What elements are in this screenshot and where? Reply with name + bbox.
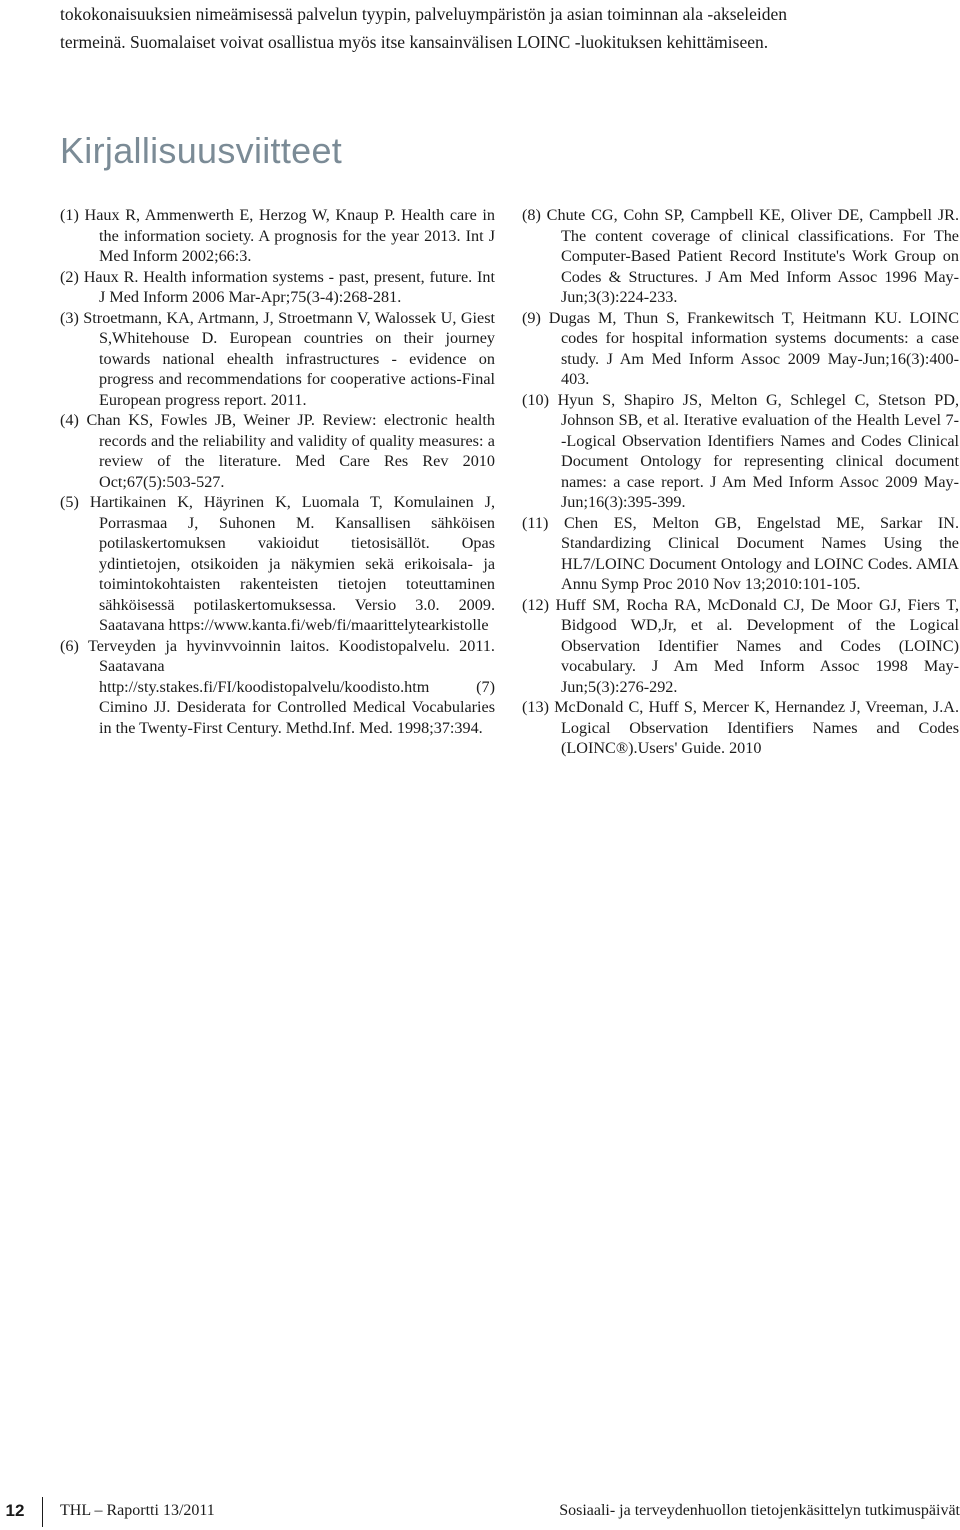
reference-text: Terveyden ja hyvinvvoinnin laitos. Koodistopalvelu. 2011. Saatavana http://sty.stakes.fi/FI/koodistopalvelu/koodisto.htm (7) Cimino JJ. Desiderata for Controlled Medical Vocabularies in the Twenty-First Century. Methd.Inf. Med. 1998;37:394.: [87, 636, 495, 737]
references-right-column: [522, 205, 959, 759]
reference-item: [60, 636, 495, 739]
reference-text: Chute CG, Cohn SP, Campbell KE, Oliver DE, Campbell JR. The content coverage of clinical classifications. For The Computer-Based Patient Record Institute's Work Group on Codes & Structures. J Am Med Inform Assoc 1996 May-Jun;3(3):224-233.: [546, 206, 959, 306]
reference-item: [522, 595, 959, 698]
references-left-column: [60, 205, 495, 738]
reference-text: Hartikainen K, Häyrinen K, Luomala T, Komulainen J, Porrasmaa J, Suhonen M. Kansallisen sähköisen potilaskertomuksen vakioidut tietosisällöt. Opas ydintietojen, otsikoiden ja näkymien sekä erikoisala- ja toimintokohtaisten rakenteisten tietojen toteuttaminen sähköisessä potilaskertomuksessa. Versio 3.0. 2009. Saatavana https://www.kanta.fi/web/fi/maarittelytearkistolle: [89, 493, 496, 634]
reference-item: [522, 513, 959, 595]
reference-text: Haux R, Ammenwerth E, Herzog W, Knaup P. Health care in the information society. A prognosis for the year 2013. Int J Med Inform 2002;66:3.: [84, 206, 496, 265]
reference-item: [522, 205, 959, 308]
footer-publication-title: Sosiaali- ja terveydenhuollon tietojenkäsittelyn tutkimuspäivät: [559, 1502, 960, 1519]
section-heading: Kirjallisuusviitteet: [60, 130, 343, 171]
reference-text: Haux R. Health information systems - past, present, future. Int J Med Inform 2006 Mar-Apr;75(3-4):268-281.: [83, 267, 495, 306]
footer-report-label: THL – Raportti 13/2011: [60, 1502, 215, 1519]
reference-number: (2): [60, 267, 79, 286]
reference-text: Huff SM, Rocha RA, McDonald CJ, De Moor GJ, Fiers T, Bidgood WD,Jr, et al. Development of the Logical Observation Identifier Names and Codes (LOINC) vocabulary. J Am Med Inform Assoc 1998 May-Jun;5(3):276-292.: [555, 595, 959, 696]
reference-item: [60, 308, 495, 411]
reference-item: [522, 390, 959, 513]
reference-number: (10): [522, 390, 549, 409]
reference-item: [60, 492, 495, 636]
reference-item: [60, 205, 495, 267]
reference-number: (13): [522, 698, 549, 716]
reference-number: (12): [522, 595, 549, 614]
intro-line-1: tokokonaisuuksien nimeämisessä palvelun tyypin, palveluympäristön ja asian toiminnan ala -akseleiden: [60, 4, 788, 24]
reference-text: McDonald C, Huff S, Mercer K, Hernandez J, Vreeman, J.A. Logical Observation Identifiers Names and Codes (LOINC®).Users' Guide. 2010: [554, 698, 959, 757]
reference-item: [522, 308, 959, 390]
reference-number: (3): [60, 308, 79, 327]
reference-number: (4): [60, 411, 79, 429]
reference-number: (6): [60, 636, 79, 655]
reference-number: (5): [60, 493, 79, 511]
intro-line-2: termeinä. Suomalaiset voivat osallistua myös itse kansainvälisen LOINC -luokituksen kehittämiseen.: [60, 32, 769, 52]
reference-number: (8): [522, 206, 541, 224]
reference-text: Stroetmann, KA, Artmann, J, Stroetmann V, Walossek U, Giest S,Whitehouse D. European countries on their journey towards national ehealth infrastructures - evidence on progress and recommendations for cooperative actions-Final European progress report. 2011.: [83, 308, 495, 409]
page-number: 12: [5, 1501, 25, 1520]
intro-paragraph: [60, 0, 955, 56]
reference-number: (1): [60, 206, 79, 224]
reference-number: (11): [522, 513, 549, 532]
reference-text: Chan KS, Fowles JB, Weiner JP. Review: electronic health records and the reliability and validity of quality measures: a review of the literature. Med Care Res Rev 2010 Oct;67(5):503-527.: [86, 411, 495, 491]
reference-item: [60, 410, 495, 492]
reference-item: [60, 267, 495, 308]
reference-number: (9): [522, 308, 541, 327]
reference-text: Hyun S, Shapiro JS, Melton G, Schlegel C, Stetson PD, Johnson SB, et al. Iterative evaluation of the Health Level 7--Logical Observation Identifiers Names and Codes Clinical Document Ontology for representing clinical document names: a case report. J Am Med Inform Assoc 2009 May-Jun;16(3):395-399.: [557, 390, 960, 511]
reference-text: Dugas M, Thun S, Frankewitsch T, Heitmann KU. LOINC codes for hospital information systems documents: a case study. J Am Med Inform Assoc 2009 May-Jun;16(3):400-403.: [548, 308, 959, 388]
reference-text: Chen ES, Melton GB, Engelstad ME, Sarkar IN. Standardizing Clinical Document Names Using the HL7/LOINC Document Ontology and LOINC Codes. AMIA Annu Symp Proc 2010 Nov 13;2010:101-105.: [561, 513, 960, 593]
reference-item: [522, 697, 959, 759]
footer-divider: [42, 1497, 43, 1527]
page-footer: [0, 1497, 960, 1527]
